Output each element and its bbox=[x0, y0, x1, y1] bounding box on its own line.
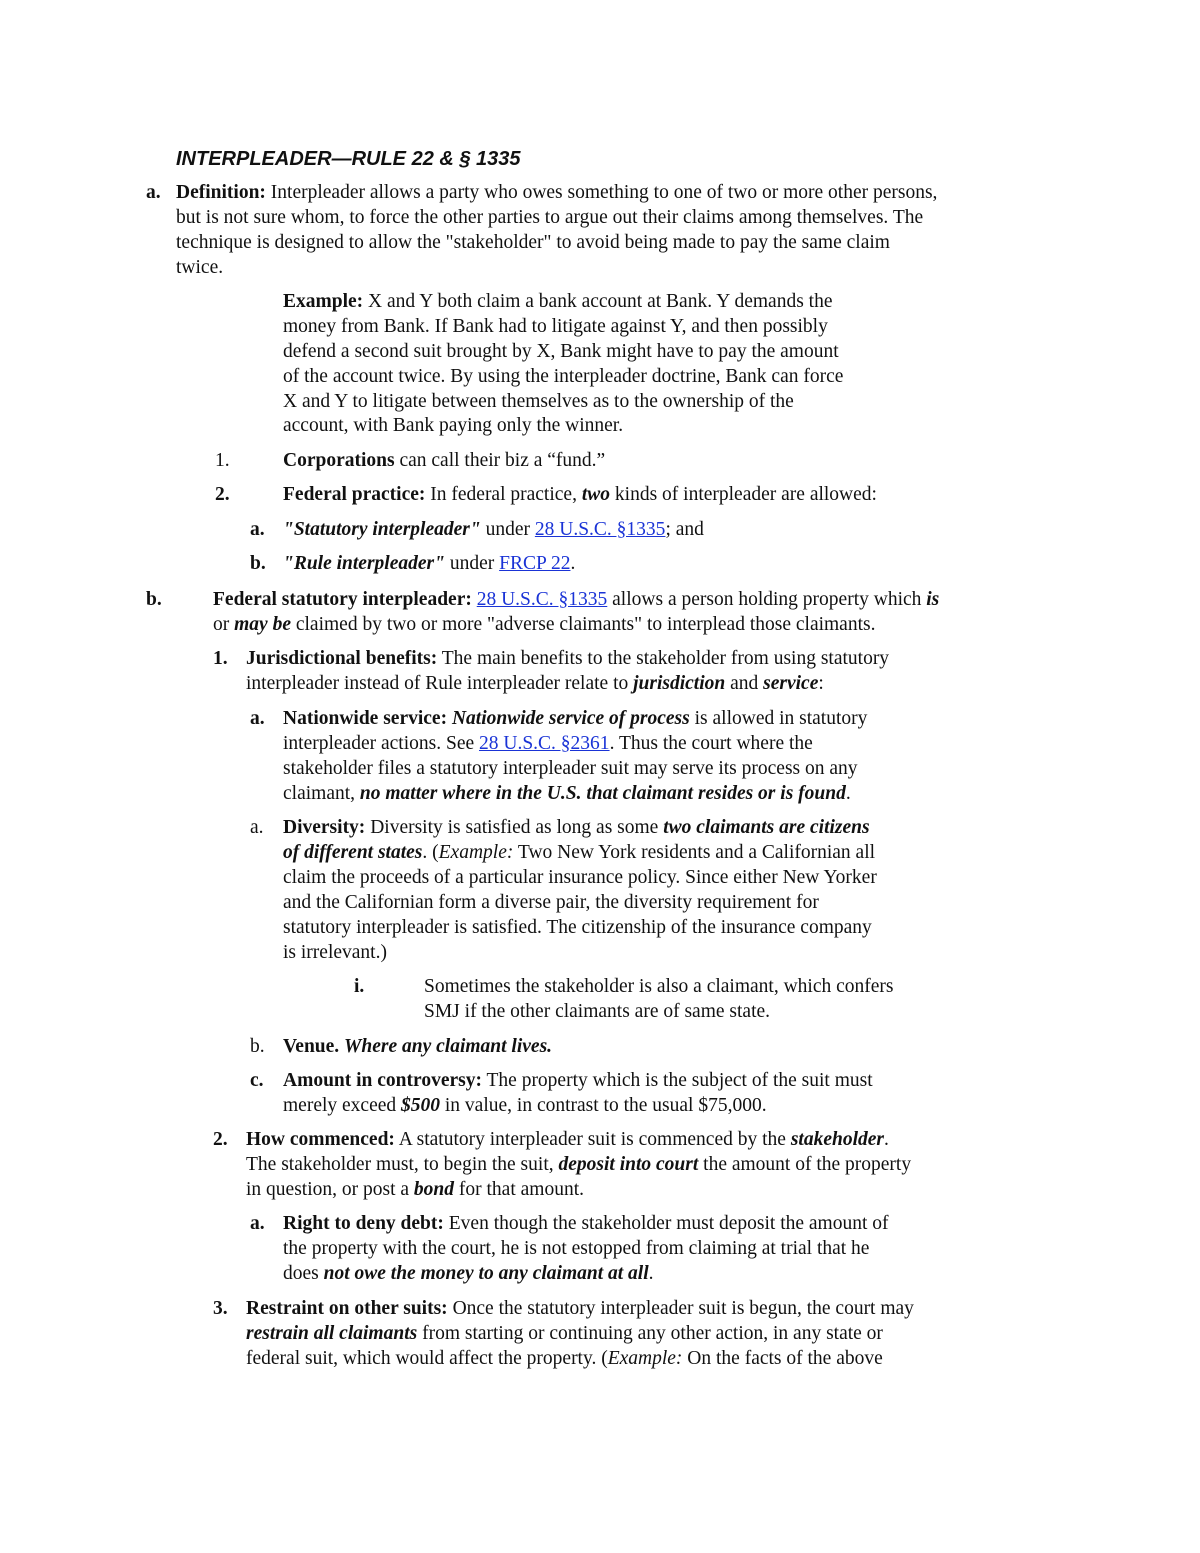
amount-line-2: merely exceed $500 in value, in contrast to the usual $75,000. bbox=[283, 1095, 767, 1116]
restraint-line-1: Restraint on other suits: Once the statutory interpleader suit is begun, the court may bbox=[246, 1298, 914, 1319]
example-line-1: Example: X and Y both claim a bank account at Bank. Y demands the bbox=[283, 291, 833, 312]
diversity-line-4: and the Californian form a diverse pair, the diversity requirement for bbox=[283, 892, 819, 913]
venue-text: Venue. Where any claimant lives. bbox=[283, 1036, 553, 1057]
link-frcp-22[interactable]: FRCP 22 bbox=[499, 553, 571, 574]
example-line-2: money from Bank. If Bank had to litigate against Y, and then possibly bbox=[283, 316, 828, 337]
example-line-3: defend a second suit brought by X, Bank might have to pay the amount bbox=[283, 341, 839, 362]
section-a-label: a. bbox=[146, 182, 161, 203]
restraint-label: 3. bbox=[213, 1298, 228, 1319]
item-1-text: Corporations can call their biz a “fund.” bbox=[283, 450, 606, 471]
how-commenced-line-1: How commenced: A statutory interpleader suit is commenced by the stakeholder. bbox=[246, 1129, 889, 1150]
venue-label: b. bbox=[250, 1036, 265, 1057]
how-commenced-line-3: in question, or post a bond for that amount. bbox=[246, 1179, 584, 1200]
section-b-label: b. bbox=[146, 589, 162, 610]
nationwide-line-2: interpleader actions. See 28 U.S.C. §2361. Thus the court where the bbox=[283, 733, 813, 754]
diversity-line-3: claim the proceeds of a particular insurance policy. Since either New Yorker bbox=[283, 867, 877, 888]
diversity-line-5: statutory interpleader is satisfied. The citizenship of the insurance company bbox=[283, 917, 872, 938]
item-2-label: 2. bbox=[215, 484, 230, 505]
right-to-deny-line-1: Right to deny debt: Even though the stakeholder must deposit the amount of bbox=[283, 1213, 889, 1234]
link-28-usc-1335[interactable]: 28 U.S.C. §1335 bbox=[534, 519, 666, 540]
amount-line-1: Amount in controversy: The property which is the subject of the suit must bbox=[283, 1070, 873, 1091]
page-title: INTERPLEADER—RULE 22 & § 1335 bbox=[176, 148, 521, 170]
link-28-usc-2361[interactable]: 28 U.S.C. §2361 bbox=[479, 733, 610, 754]
definition-line-4: twice. bbox=[176, 257, 224, 278]
item-2b-text: "Rule interpleader" under FRCP 22. bbox=[283, 553, 576, 574]
restraint-line-3: federal suit, which would affect the property. (Example: On the facts of the above bbox=[246, 1348, 883, 1369]
definition-line-3: technique is designed to allow the "stakeholder" to avoid being made to pay the same claim bbox=[176, 232, 890, 253]
item-2a-text: "Statutory interpleader" under 28 U.S.C. §1335; and bbox=[283, 519, 704, 540]
nationwide-line-3: stakeholder files a statutory interpleader suit may serve its process on any bbox=[283, 758, 858, 779]
right-to-deny-line-2: the property with the court, he is not estopped from claiming at trial that he bbox=[283, 1238, 870, 1259]
sub-i-line-2: SMJ if the other claimants are of same state. bbox=[424, 1001, 771, 1022]
amount-label: c. bbox=[250, 1070, 264, 1091]
nationwide-label: a. bbox=[250, 708, 265, 729]
definition-line-1: Definition: Interpleader allows a party who owes something to one of two or more other persons, bbox=[176, 182, 938, 203]
item-2b-label: b. bbox=[250, 553, 266, 574]
right-to-deny-label: a. bbox=[250, 1213, 265, 1234]
how-commenced-line-2: The stakeholder must, to begin the suit, deposit into court the amount of the property bbox=[246, 1154, 912, 1175]
item-2a-label: a. bbox=[250, 519, 265, 540]
jurisdictional-line-1: Jurisdictional benefits: The main benefits to the stakeholder from using statutory bbox=[246, 648, 890, 669]
item-1-label: 1. bbox=[215, 450, 230, 471]
right-to-deny-line-3: does not owe the money to any claimant at all. bbox=[283, 1263, 654, 1284]
how-commenced-label: 2. bbox=[213, 1129, 228, 1150]
sub-i-line-1: Sometimes the stakeholder is also a claimant, which confers bbox=[424, 976, 894, 997]
diversity-line-1: Diversity: Diversity is satisfied as long as some two claimants are citizens bbox=[283, 817, 870, 838]
example-line-5: X and Y to litigate between themselves as to the ownership of the bbox=[283, 391, 794, 412]
example-line-6: account, with Bank paying only the winner. bbox=[283, 415, 624, 436]
diversity-line-2: of different states. (Example: Two New York residents and a Californian all bbox=[283, 842, 876, 863]
link-28-usc-1335-b[interactable]: 28 U.S.C. §1335 bbox=[476, 589, 608, 610]
restraint-line-2: restrain all claimants from starting or continuing any other action, in any state or bbox=[246, 1323, 883, 1344]
jurisdictional-line-2: interpleader instead of Rule interpleader relate to jurisdiction and service: bbox=[246, 673, 824, 694]
example-line-4: of the account twice. By using the interpleader doctrine, Bank can force bbox=[283, 366, 844, 387]
item-2-text: Federal practice: In federal practice, two kinds of interpleader are allowed: bbox=[283, 484, 877, 505]
sub-i-label: i. bbox=[354, 976, 365, 997]
section-b-line-2: or may be claimed by two or more "adverse claimants" to interplead those claimants. bbox=[213, 614, 876, 635]
diversity-label: a. bbox=[250, 817, 264, 838]
definition-line-2: but is not sure whom, to force the other parties to argue out their claims among themselves. The bbox=[176, 207, 924, 228]
diversity-line-6: is irrelevant.) bbox=[283, 942, 387, 963]
nationwide-line-4: claimant, no matter where in the U.S. that claimant resides or is found. bbox=[283, 783, 851, 804]
jurisdictional-label: 1. bbox=[213, 648, 228, 669]
section-b-line-1: Federal statutory interpleader: 28 U.S.C. §1335 allows a person holding property which is bbox=[213, 589, 940, 610]
nationwide-line-1: Nationwide service: Nationwide service of process is allowed in statutory bbox=[283, 708, 868, 729]
